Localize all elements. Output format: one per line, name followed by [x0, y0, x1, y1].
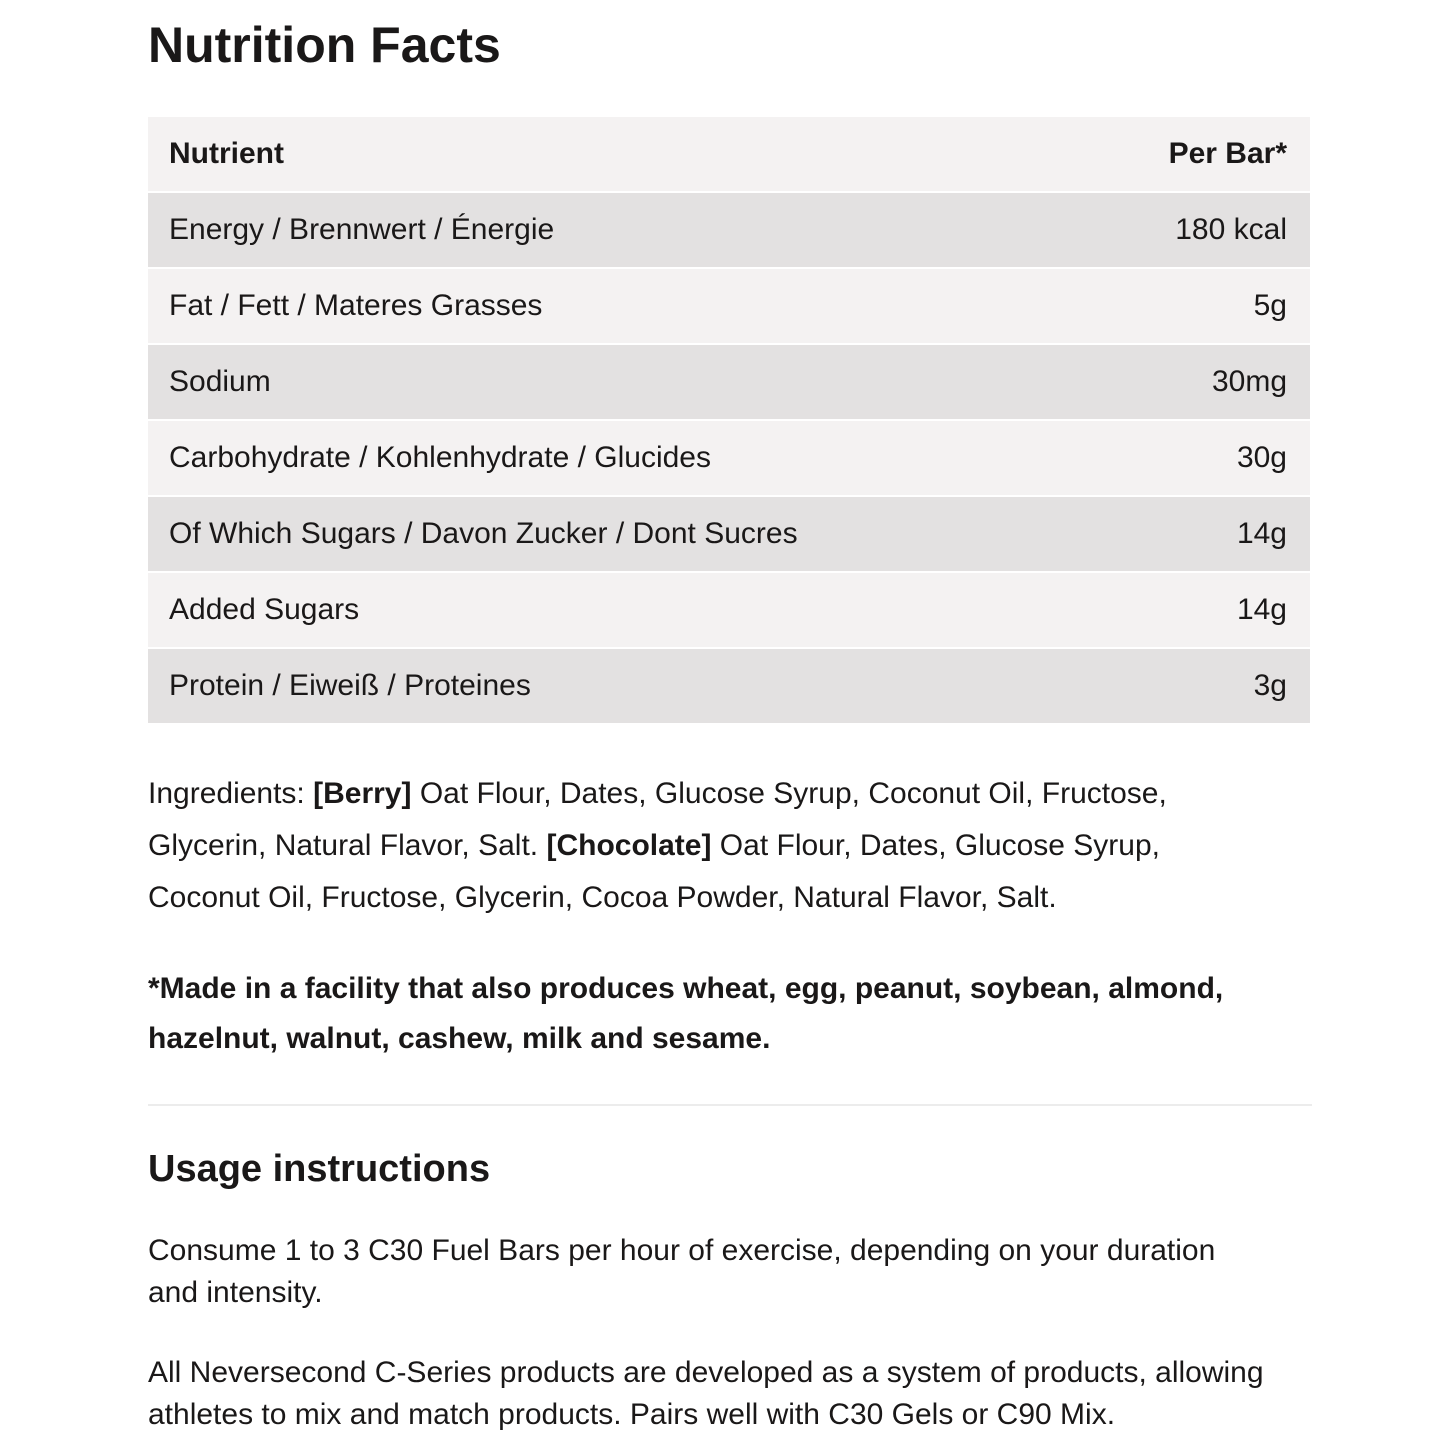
table-row — [148, 649, 1310, 723]
nutrient-name: Carbohydrate / Kohlenhydrate / Glucides — [169, 441, 711, 474]
ingredients-text: Oat Flour, Dates, Glucose Syrup, Coconut Oil, Fructose, Glycerin, Cocoa Powder, Natural Flavor, Salt. — [148, 829, 1160, 914]
table-row — [148, 497, 1310, 571]
nutrient-value: 14g — [1236, 517, 1287, 550]
nutrient-value: 30g — [1236, 441, 1287, 474]
usage-paragraph: Consume 1 to 3 C30 Fuel Bars per hour of exercise, depending on your duration and intensity. — [148, 1233, 1216, 1309]
nutrient-name: Added Sugars — [169, 593, 360, 626]
ingredients-text: Ingredients: — [148, 777, 314, 810]
column-header-per-bar: Per Bar* — [1168, 137, 1287, 170]
nutrient-name: Energy / Brennwert / Énergie — [169, 213, 555, 246]
ingredients-paragraph — [148, 768, 1268, 924]
table-row — [148, 193, 1310, 267]
flavor-label: [Berry] — [313, 777, 412, 810]
table-row — [148, 573, 1310, 647]
section-divider — [148, 1104, 1312, 1106]
ingredients-text: Oat Flour, Dates, Glucose Syrup, Coconut Oil, Fructose, Glycerin, Natural Flavor, Salt. — [148, 777, 1167, 862]
nutrient-name: Sodium — [169, 365, 271, 398]
column-header-nutrient: Nutrient — [169, 137, 284, 170]
flavor-label: [Chocolate] — [546, 829, 712, 862]
nutrient-name: Of Which Sugars / Davon Zucker / Dont Sucres — [169, 517, 798, 550]
table-body — [148, 193, 1310, 723]
nutrition-table — [148, 117, 1310, 723]
nutrient-value: 14g — [1236, 593, 1287, 626]
usage-paragraphs — [148, 1230, 1445, 1436]
nutrient-value: 5g — [1253, 289, 1287, 322]
nutrient-name: Protein / Eiweiß / Proteines — [169, 669, 531, 702]
table-row — [148, 269, 1310, 343]
nutrient-value: 180 kcal — [1175, 213, 1287, 246]
usage-instructions-heading: Usage instructions — [148, 1148, 491, 1190]
nutrient-name: Fat / Fett / Materes Grasses — [169, 289, 543, 322]
nutrient-value: 3g — [1253, 669, 1287, 702]
table-row — [148, 345, 1310, 419]
table-header-row — [148, 117, 1310, 191]
table-row — [148, 421, 1310, 495]
nutrient-value: 30mg — [1211, 365, 1287, 398]
usage-paragraph: All Neversecond C-Series products are developed as a system of products, allowing athletes to mix and match products. Pairs well with C30 Gels or C90 Mix. — [148, 1355, 1264, 1431]
page-title: Nutrition Facts — [148, 17, 501, 73]
allergen-note: *Made in a facility that also produces wheat, egg, peanut, soybean, almond, hazelnut, walnut, cashew, milk and sesame. — [148, 972, 1224, 1055]
